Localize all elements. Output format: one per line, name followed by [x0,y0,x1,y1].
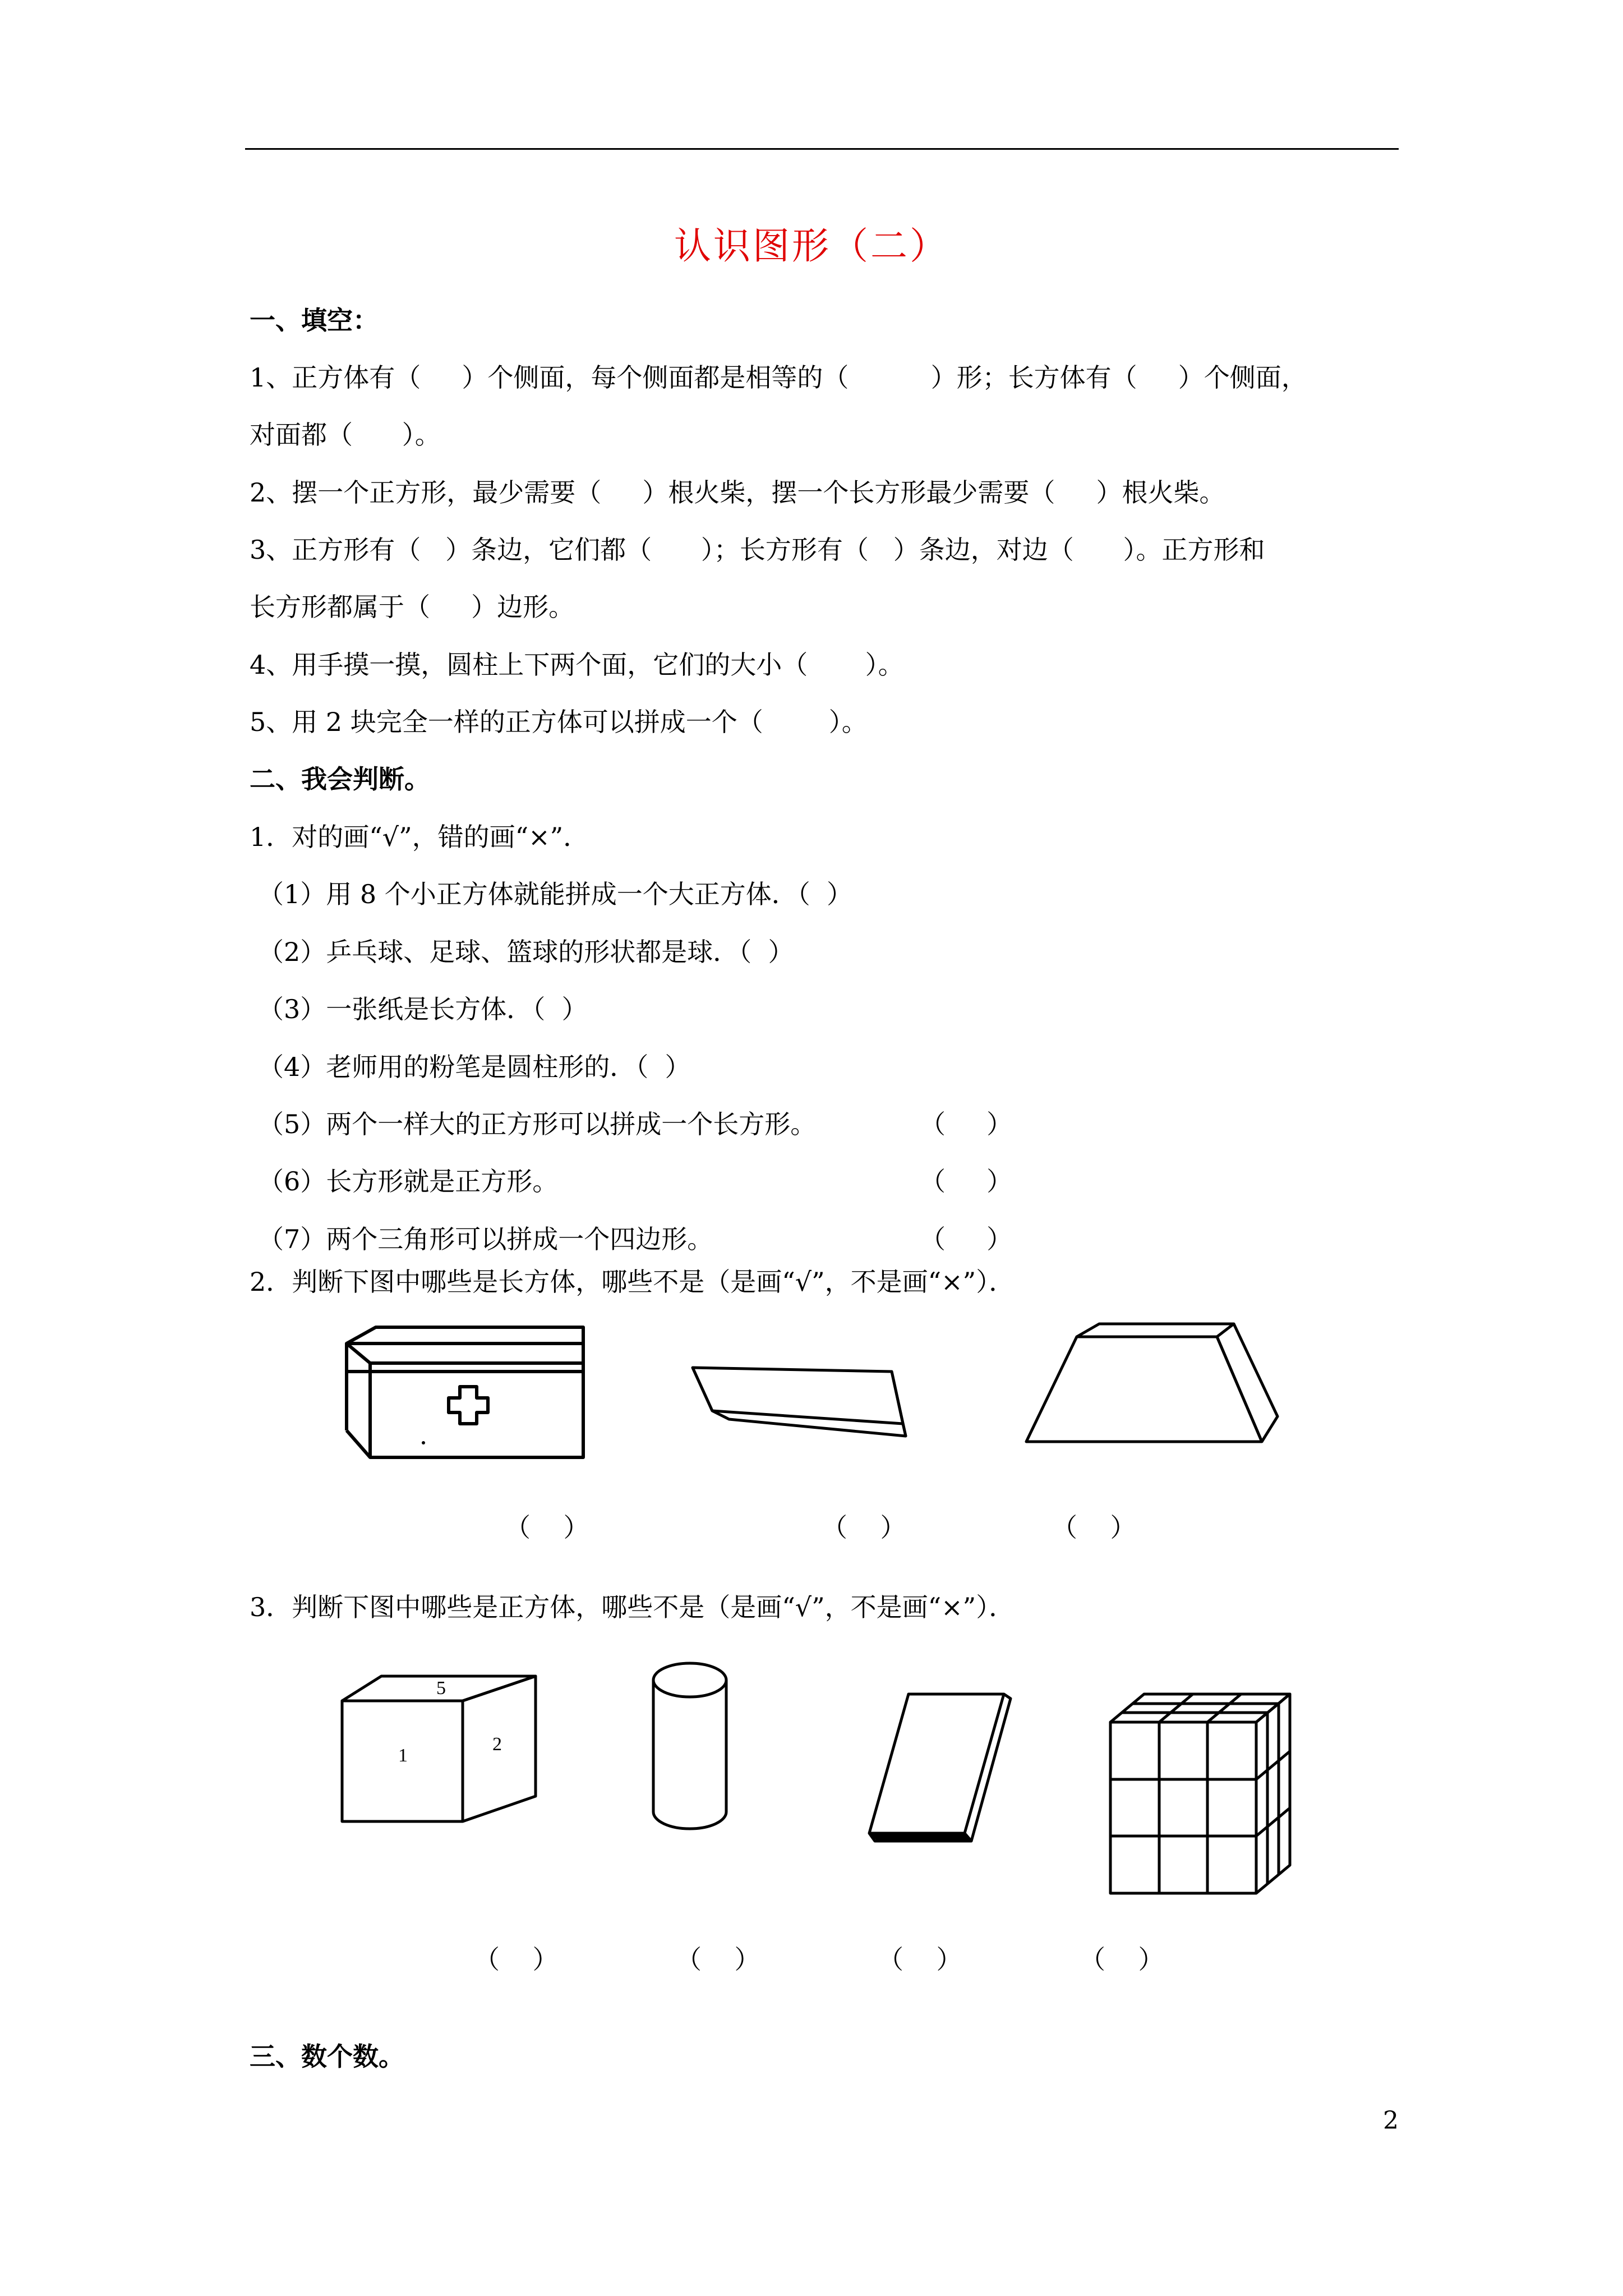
section-3-heading: 三、数个数。 [250,2041,404,2072]
question-5: 5、用 2 块完全一样的正方体可以拼成一个（ ）。 [250,707,868,737]
judge-question-1: 1．对的画“√”，错的画“×”． [250,822,589,852]
cuboid-answer-3: （ ） [1052,1512,1136,1543]
cylinder-figure [642,1660,743,1834]
judge-item-1: （1）用 8 个小正方体就能拼成一个大正方体．（ ） [258,879,853,909]
cube-answer-4: （ ） [1080,1944,1164,1975]
judge-question-3: 3．判断下图中哪些是正方体，哪些不是（是画“√”，不是画“×”）． [250,1592,1015,1622]
judge-question-2: 2．判断下图中哪些是长方体，哪些不是（是画“√”，不是画“×”）． [250,1267,1015,1297]
judge-item-7: （7）两个三角形可以拼成一个四边形。 [258,1224,713,1254]
cuboid-answer-1: （ ） [505,1512,589,1543]
judge-item-6: （6）长方形就是正方形。 [258,1166,559,1197]
cube-answer-3: （ ） [878,1944,962,1975]
question-4: 4、用手摸一摸，圆柱上下两个面，它们的大小（ ）。 [250,650,904,680]
cuboid-answer-2: （ ） [822,1512,906,1543]
header-rule [245,148,1399,150]
question-3-line-1: 3、正方形有（ ）条边，它们都（ ）；长方形有（ ）条边，对边（ ）。正方形和 [250,535,1265,565]
page-number: 2 [1383,2106,1399,2135]
question-2: 2、摆一个正方形，最少需要（ ）根火柴，摆一个长方形最少需要（ ）根火柴。 [250,477,1225,508]
cube-answer-2: （ ） [676,1944,760,1975]
cube-label-front: 1 [398,1745,408,1766]
slanted-slab-figure [679,1352,925,1453]
section-1-heading: 一、填空： [250,305,379,335]
judge-item-3: （3）一张纸是长方体．（ ） [258,994,588,1024]
judge-item-7-blank: （ ） [920,1224,1013,1254]
section-2-heading: 二、我会判断。 [250,764,430,794]
cube-label-top: 5 [436,1678,446,1699]
trapezoid-prism-figure [1015,1321,1284,1467]
flat-box-figure [852,1688,1021,1851]
question-1-line-1: 1、正方体有（ ）个侧面，每个侧面都是相等的（ ）形；长方体有（ ）个侧面， [250,362,1307,393]
judge-item-6-blank: （ ） [920,1166,1013,1197]
cube-answer-1: （ ） [474,1944,559,1975]
cube-label-side: 2 [492,1734,502,1755]
judge-item-2: （2）乒乓球、足球、篮球的形状都是球．（ ） [258,937,794,967]
question-1-line-2: 对面都（ ）。 [250,420,441,450]
judge-item-5: （5）两个一样大的正方形可以拼成一个长方形。 [258,1109,817,1139]
medicine-box-figure [336,1324,594,1487]
numbered-cube-figure [336,1672,544,1829]
grid-cube-figure [1099,1688,1301,1902]
question-3-line-2: 长方形都属于（ ）边形。 [250,592,575,622]
judge-item-5-blank: （ ） [920,1109,1013,1139]
judge-item-4: （4）老师用的粉笔是圆柱形的．（ ） [258,1052,691,1082]
page-title: 认识图形（二） [674,224,949,268]
